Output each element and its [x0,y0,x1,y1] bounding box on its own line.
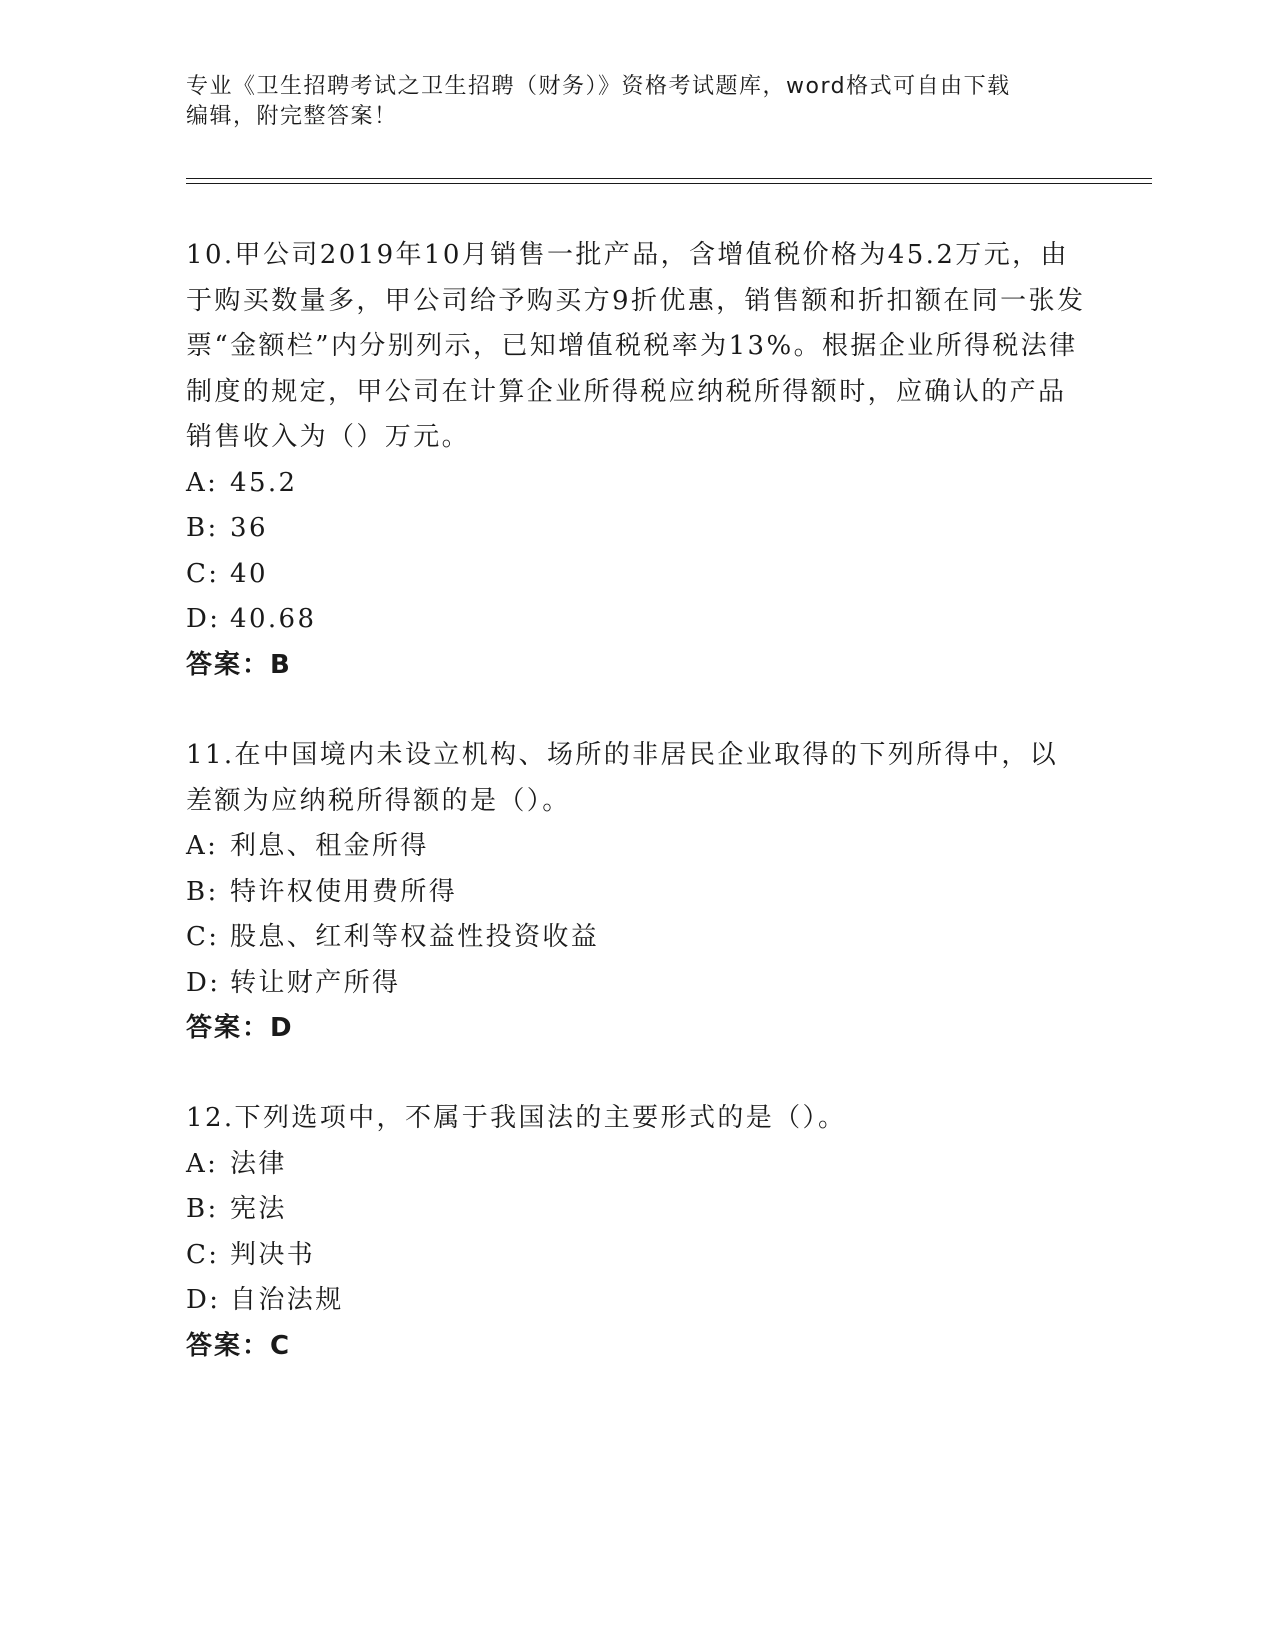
header-divider-bottom [186,183,1152,184]
option-b [186,506,1086,552]
option-c [186,1233,1086,1279]
header-line-2: 编辑，附完整答案！ [186,104,398,129]
option-text: 法律 [230,1148,287,1179]
option-text: 特许权使用费所得 [230,876,458,907]
option-b [186,870,1086,916]
option-text: 利息、租金所得 [230,831,429,861]
option-letter: D: [186,1285,221,1315]
option-text: 转让财产所得 [230,967,401,998]
option-text: 45.2 [230,467,298,498]
option-letter: B: [186,513,219,543]
answer-line: 答案：B [186,649,292,680]
option-c [186,915,1086,961]
option-letter: D: [186,967,221,998]
question-stem: 11.在中国境内未设立机构、场所的非居民企业取得的下列所得中，以差额为应纳税所得额的是（）。 [186,740,1059,816]
option-text: 股息、红利等权益性投资收益 [230,922,600,952]
answer-line: 答案：C [186,1330,292,1361]
option-d [186,1278,1086,1324]
option-a [186,824,1086,870]
header-divider-top [186,178,1152,179]
question-stem: 10.甲公司2019年10月销售一批产品，含增值税价格为45.2万元，由于购买数量多，甲公司给予购买方9折优惠，销售额和折扣额在同一张发票“金额栏”内分别列示，已知增值税税率为13%。根据企业所得税法律制度的规定，甲公司在计算企业所得税应纳税所得额时，应确认的产品销售收入为（）万元。 [186,240,1086,452]
question-block [186,1096,1086,1369]
option-letter: C: [186,1239,220,1270]
option-text: 自治法规 [230,1285,344,1315]
header-line-1: 专业《卫生招聘考试之卫生招聘（财务）》资格考试题库，word格式可自由下载 [186,74,1011,99]
option-text: 判决书 [230,1239,316,1270]
option-d [186,961,1086,1007]
option-letter: D: [186,604,221,634]
option-letter: A: [186,1148,219,1179]
option-d [186,597,1086,643]
option-text: 36 [230,513,268,543]
option-text: 40.68 [230,604,317,634]
option-a [186,1142,1086,1188]
option-text: 宪法 [230,1194,287,1224]
option-letter: C: [186,558,220,589]
option-a [186,461,1086,507]
option-c [186,552,1086,598]
document-header [186,72,1066,132]
answer-line: 答案：D [186,1013,294,1043]
question-block [186,233,1086,688]
question-block [186,733,1086,1052]
question-stem: 12.下列选项中，不属于我国法的主要形式的是（）。 [186,1103,847,1133]
option-b [186,1187,1086,1233]
option-letter: B: [186,1194,219,1224]
option-letter: B: [186,876,219,907]
option-letter: C: [186,922,220,952]
option-letter: A: [186,831,219,861]
option-text: 40 [230,558,268,589]
option-letter: A: [186,467,219,498]
